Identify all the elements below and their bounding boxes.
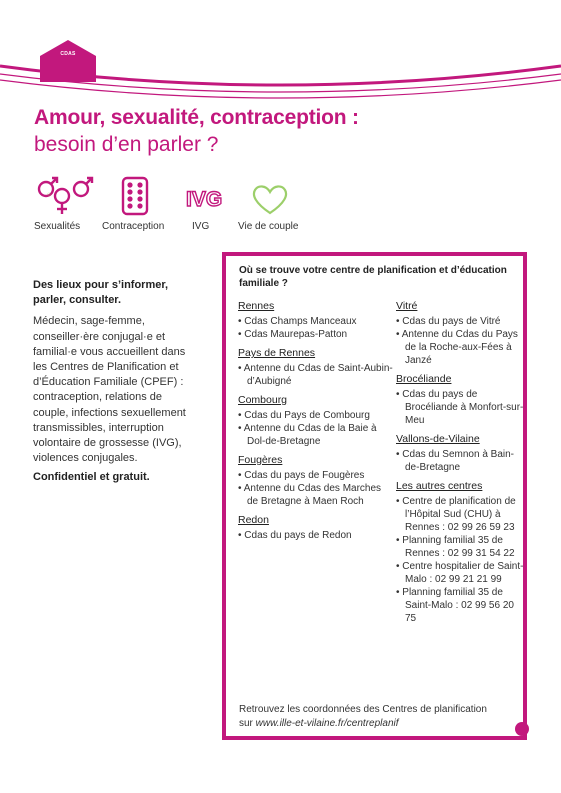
group-rennes xyxy=(238,300,393,341)
sidebar-heading: Des lieux pour s’informer, parler, consulter. xyxy=(33,279,169,307)
list-item: • Cdas du Semnon à Bain-de-Bretagne xyxy=(396,448,526,474)
list-item: • Antenne du Cdas du Pays de la Roche-aux-Fées à Janzé xyxy=(396,328,526,367)
group-title: Les autres centres xyxy=(396,480,483,492)
group-title: Pays de Rennes xyxy=(238,347,316,359)
list-item: • Cdas du pays de Vitré xyxy=(396,315,526,328)
group-title: Vallons-de-Vilaine xyxy=(396,433,480,445)
website-link[interactable]: www.ille-et-vilaine.fr/centreplanif xyxy=(255,718,399,729)
gender-symbols-icon xyxy=(34,176,96,221)
group-combourg xyxy=(238,394,393,448)
pill-pack-icon xyxy=(121,176,149,221)
group-fougeres xyxy=(238,454,393,508)
group-broceliande xyxy=(396,373,526,427)
list-item: • Cdas du pays de Fougères xyxy=(238,469,393,482)
heart-icon xyxy=(251,183,289,220)
icon-label-vie-de-couple: Vie de couple xyxy=(238,221,299,232)
list-item: • Cdas Champs Manceaux xyxy=(238,315,393,328)
group-redon xyxy=(238,514,393,542)
list-item: • Planning familial 35 de Rennes : 02 99 31 54 22 xyxy=(396,534,526,560)
panel-footer-link-line xyxy=(239,717,519,731)
panel-footer-prefix: sur xyxy=(239,718,256,729)
group-title: Fougères xyxy=(238,454,283,466)
group-title: Brocéliande xyxy=(396,373,452,385)
ivg-text-icon xyxy=(185,186,225,215)
house-icon xyxy=(40,40,96,82)
centres-column-left xyxy=(238,300,393,548)
list-item: • Planning familial 35 de Saint-Malo : 02 99 56 20 75 xyxy=(396,586,526,625)
page-title: Amour, sexualité, contraception : xyxy=(34,106,359,129)
icon-label-contraception: Contraception xyxy=(102,221,165,232)
group-title: Rennes xyxy=(238,300,275,312)
group-vallons-de-vilaine xyxy=(396,433,526,474)
group-vitre xyxy=(396,300,526,367)
group-title: Redon xyxy=(238,514,269,526)
list-item: • Antenne du Cdas de la Baie à Dol-de-Bretagne xyxy=(238,422,393,448)
sidebar-footer: Confidentiel et gratuit. xyxy=(33,471,150,484)
group-pays-de-rennes xyxy=(238,347,393,388)
centres-column-right xyxy=(396,300,526,631)
ivg-glyph: IVG xyxy=(186,188,223,210)
cdas-badge: CDAS xyxy=(60,51,76,57)
icon-label-sexualites: Sexualités xyxy=(34,221,81,232)
list-item: • Centre hospitalier de Saint-Malo : 02 99 21 21 99 xyxy=(396,560,526,586)
panel-question: Où se trouve votre centre de planification et d’éducation familiale ? xyxy=(239,265,507,289)
info-sidebar xyxy=(33,278,198,486)
group-autres-centres xyxy=(396,480,526,625)
list-item: • Antenne du Cdas de Saint-Aubin-d’Aubigné xyxy=(238,362,393,388)
list-item: • Cdas du pays de Redon xyxy=(238,529,393,542)
panel-footer-line: Retrouvez les coordonnées des Centres de planification xyxy=(239,704,487,715)
group-title: Combourg xyxy=(238,394,288,406)
list-item: • Cdas du pays de Brocéliande à Monfort-sur-Meu xyxy=(396,388,526,427)
group-title: Vitré xyxy=(396,300,418,312)
icon-label-ivg: IVG xyxy=(192,221,210,232)
sidebar-body: Médecin, sage-femme, conseiller·ère conjugal·e et familial·e vous accueillent dans les Centres de Planification et d’Éducation Familiale (CPEF) : contraception, relations de couple, infections sexuellement transmissibles, interruption volontaire de grossesse (IVG), violences conjugales. xyxy=(33,315,186,465)
list-item: • Cdas Maurepas-Patton xyxy=(238,328,393,341)
header xyxy=(0,0,561,100)
list-item: • Cdas du Pays de Combourg xyxy=(238,409,393,422)
page-subtitle: besoin d’en parler ? xyxy=(34,133,219,156)
panel-footer xyxy=(239,703,519,731)
list-item: • Centre de planification de l’Hôpital Sud (CHU) à Rennes : 02 99 26 59 23 xyxy=(396,495,526,534)
list-item: • Antenne du Cdas des Marches de Bretagne à Maen Roch xyxy=(238,482,393,508)
